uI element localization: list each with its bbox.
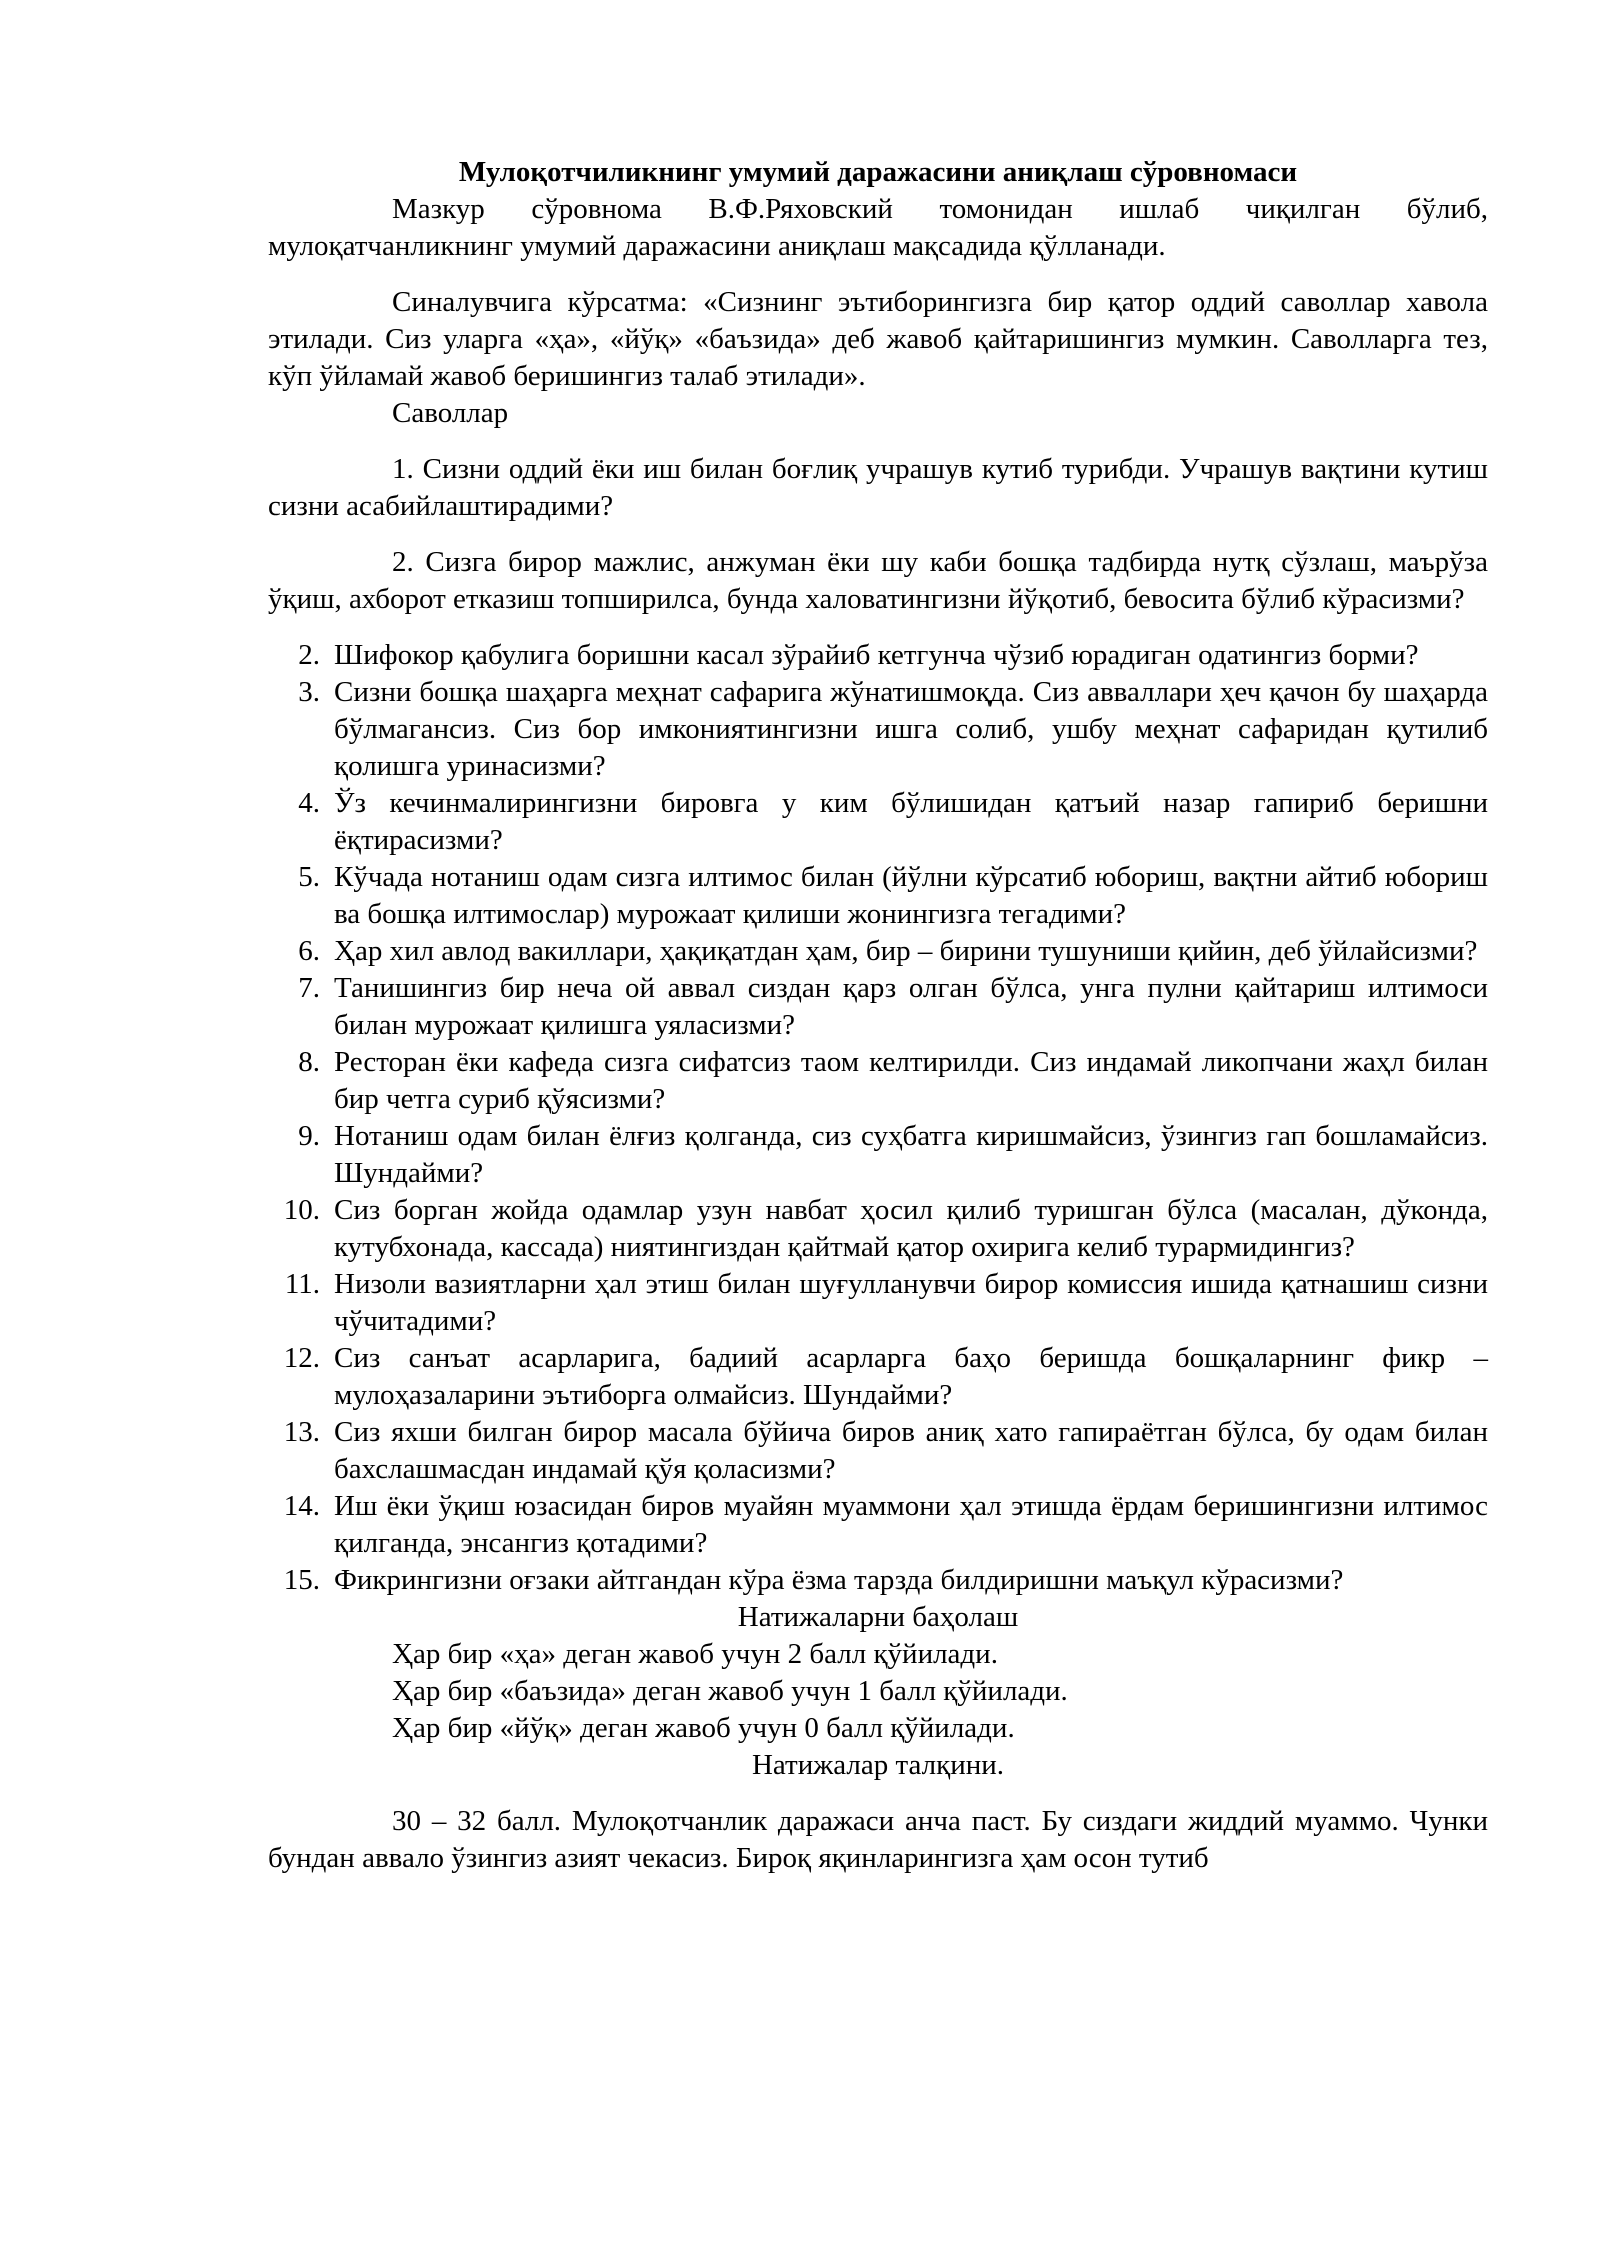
question-2-paragraph: 2. Сизга бирор мажлис, анжуман ёки шу каби бошқа тадбирда нутқ сўзлаш, маърўза ўқиш, ахборот етказиш топширилса, бунда халоватингизни йўқотиб, бевосита бўлиб кўрасизми? [268,546,1488,615]
list-item-text: Ресторан ёки кафеда сизга сифатсиз таом келтирилди. Сиз индамай ликопчани жаҳл билан бир четга суриб қўясизми? [334,1046,1488,1115]
list-item [268,1266,1488,1340]
list-item [268,674,1488,785]
document-title: Мулоқотчиликнинг умумий даражасини аниқлаш сўровномаси [458,156,1298,188]
list-item [268,785,1488,859]
list-item-number: 2. [298,639,320,671]
list-item-text: Сиз борган жойда одамлар узун навбат ҳосил қилиб туришган бўлса (масалан, дўконда, кутубхонада, кассада) ниятингиздан қайтмай қатор охирига келиб турармидингиз? [334,1194,1488,1263]
list-item [268,933,1488,970]
list-item-number: 11. [284,1268,320,1300]
list-item-number: 9. [298,1120,320,1152]
scoring-rule: Ҳар бир «баъзида» деган жавоб учун 1 балл қўйилади. [392,1675,1068,1707]
list-item-number: 8. [298,1046,320,1078]
list-item [268,1340,1488,1414]
list-item-number: 4. [298,787,320,819]
scoring-rule: Ҳар бир «йўқ» деган жавоб учун 0 балл қўйилади. [392,1712,1015,1744]
list-item [268,1118,1488,1192]
list-item-text: Ҳар хил авлод вакиллари, ҳақиқатдан ҳам, бир – бирини тушуниши қийин, деб ўйлайсизми? [334,935,1478,967]
list-item-text: Низоли вазиятларни ҳал этиш билан шуғулланувчи бирор комиссия ишида қатнашиш сизни чўчитадими? [334,1268,1488,1337]
list-item-number: 7. [298,972,320,1004]
list-item [268,1192,1488,1266]
list-item-text: Сизни бошқа шаҳарга меҳнат сафарига жўнатишмоқда. Сиз авваллари ҳеч қачон бу шаҳарда бўлмагансиз. Сиз бор имкониятингизни ишга солиб, ушбу меҳнат сафаридан қутилиб қолишга уринасизми? [334,676,1488,782]
list-item-number: 10. [283,1194,320,1226]
list-item-text: Нотаниш одам билан ёлғиз қолганда, сиз суҳбатга киришмайсиз, ўзингиз гап бошламайсиз. Шундайми? [334,1120,1488,1189]
list-item [268,859,1488,933]
list-item-number: 3. [298,676,320,708]
intro-paragraph: Мазкур сўровнома В.Ф.Ряховский томонидан ишлаб чиқилган бўлиб, мулоқатчанликнинг умумий даражасини аниқлаш мақсадида қўлланади. [268,193,1488,262]
instruction-paragraph: Синалувчига кўрсатма: «Сизнинг эътиборингизга бир қатор оддий саволлар хавола этилади. Сиз уларга «ҳа», «йўқ» «баъзида» деб жавоб қайтаришингиз мумкин. Саволларга тез, кўп ўйламай жавоб беришингиз талаб этилади». [268,286,1488,392]
list-item-text: Кўчада нотаниш одам сизга илтимос билан (йўлни кўрсатиб юбориш, вақтни айтиб юбориш ва бошқа илтимослар) мурожаат қилиши жонингизга тегадими? [334,861,1488,930]
questions-label: Саволлар [392,397,509,429]
questions-list [268,637,1488,1599]
list-item-text: Иш ёки ўқиш юзасидан биров муайян муаммони ҳал этишда ёрдам беришингизни илтимос қилганда, энсангиз қотадими? [334,1490,1488,1559]
list-item [268,1414,1488,1488]
list-item-text: Фикрингизни оғзаки айтгандан кўра ёзма тарзда билдиришни маъқул кўрасизми? [334,1564,1344,1596]
interpretation-heading: Натижалар талқини. [751,1749,1005,1781]
list-item-text: Шифокор қабулига боришни касал зўрайиб кетгунча чўзиб юрадиган одатингиз борми? [334,639,1419,671]
list-item-text: Сиз санъат асарларига, бадиий асарларга баҳо беришда бошқаларнинг фикр – мулоҳазаларини эътиборга олмайсиз. Шундайми? [334,1342,1488,1411]
question-1-paragraph: 1. Сизни оддий ёки иш билан боғлиқ учрашув кутиб турибди. Учрашув вақтини кутиш сизни асабийлаштирадими? [268,453,1488,522]
list-item [268,637,1488,674]
scoring-heading: Натижаларни баҳолаш [737,1601,1019,1633]
list-item-number: 13. [283,1416,320,1448]
list-item [268,1488,1488,1562]
list-item-number: 5. [298,861,320,893]
interpretation-paragraph: 30 – 32 балл. Мулоқотчанлик даражаси анча паст. Бу сиздаги жиддий муаммо. Чунки бундан аввало ўзингиз азият чекасиз. Бироқ яқинларингизга ҳам осон тутиб [268,1805,1488,1874]
scoring-rule: Ҳар бир «ҳа» деган жавоб учун 2 балл қўйилади. [392,1638,998,1670]
list-item-text: Ўз кечинмалирингизни бировга у ким бўлишидан қатъий назар гапириб беришни ёқтирасизми? [334,787,1488,856]
document-body [268,154,1488,1877]
list-item-number: 14. [283,1490,320,1522]
list-item [268,1044,1488,1118]
list-item-number: 15. [283,1564,320,1596]
list-item-number: 6. [298,935,320,967]
list-item-text: Танишингиз бир неча ой аввал сиздан қарз олган бўлса, унга пулни қайтариш илтимоси билан мурожаат қилишга уяласизми? [334,972,1488,1041]
list-item [268,970,1488,1044]
list-item-text: Сиз яхши билган бирор масала бўйича биров аниқ хато гапираётган бўлса, бу одам билан бахслашмасдан индамай қўя қоласизми? [334,1416,1488,1485]
list-item-number: 12. [283,1342,320,1374]
list-item [268,1562,1488,1599]
